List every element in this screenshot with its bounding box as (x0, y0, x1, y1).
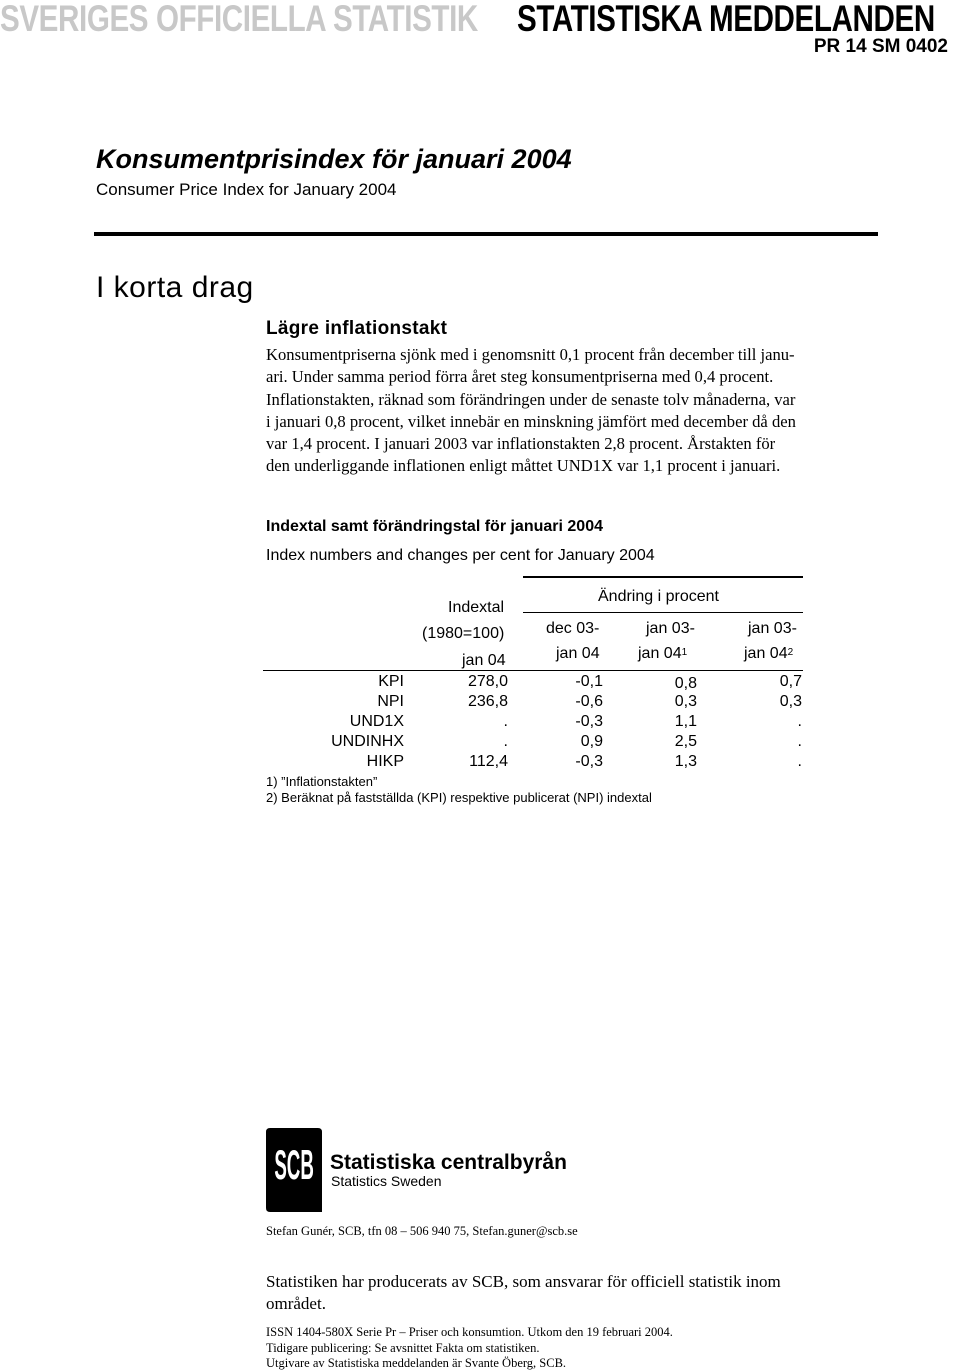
document-code: PR 14 SM 0402 (813, 36, 948, 57)
row-label: UND1X (349, 713, 404, 730)
meta-line: ISSN 1404-580X Serie Pr – Priser och konsumtion. Utkom den 19 februari 2004. (266, 1325, 673, 1339)
table-header-rule (263, 670, 803, 671)
summary-paragraph (266, 344, 876, 478)
row-change-jan: 1,3 (674, 753, 697, 770)
title-divider (94, 232, 878, 236)
header-change-group: Ändring i procent (598, 588, 719, 605)
row-label: HIKP (366, 753, 404, 770)
header-dec-jan-period: jan 04 (556, 645, 600, 662)
statement-line: Statistiken har producerats av SCB, som ansvarar för officiell statistik inom (266, 1272, 781, 1291)
row-change-jan: 0,8 (674, 675, 697, 692)
header-jan-jan-2: jan 03- (748, 620, 797, 637)
row-label: UNDINHX (331, 733, 404, 750)
contact-line: Stefan Gunér, SCB, tfn 08 – 506 940 75, Stefan.guner@scb.se (266, 1224, 578, 1238)
header-jan-jan-2-period (744, 644, 793, 664)
header-jan-jan-period-text: jan 04 (638, 645, 682, 662)
table-top-rule (523, 576, 803, 578)
row-change-jan-2: 0,7 (779, 673, 802, 690)
header-jan-jan: jan 03- (646, 620, 695, 637)
section-subheading: Lägre inflationstakt (266, 318, 448, 339)
table-footnote: 1) ”Inflationstakten” (266, 774, 378, 789)
row-index: 236,8 (467, 693, 508, 710)
publication-info (266, 1325, 673, 1372)
table-title: Indextal samt förändringstal för januari 2004 (266, 518, 603, 535)
meta-line: Utgivare av Statistiska meddelanden är Svante Öberg, SCB. (266, 1356, 567, 1370)
paragraph-line: i januari 0,8 procent, vilket innebär en minskning jämfört med december då den (266, 411, 796, 431)
row-index: 112,4 (469, 753, 508, 770)
page-subtitle: Consumer Price Index for January 2004 (96, 180, 397, 199)
header-indextal: Indextal (448, 599, 505, 616)
row-index: . (503, 733, 508, 750)
row-change-jan-2: . (797, 753, 802, 770)
header-jan-jan-period (638, 644, 687, 664)
paragraph-line: ari. Under samma period förra året steg konsumentpriserna med 0,4 procent. (266, 367, 774, 387)
scb-logo-icon (266, 1128, 322, 1212)
row-index: . (503, 713, 508, 730)
row-change-dec: -0,3 (575, 753, 603, 770)
logo-mark-text: SCB (274, 1141, 314, 1189)
publication-banner: STATISTISKA MEDDELANDEN (517, 0, 935, 39)
header-indextal-base: (1980=100) (422, 625, 505, 642)
paragraph-line: var 1,4 procent. I januari 2003 var inflationstakten 2,8 procent. Årstakten för (266, 434, 776, 454)
header-indextal-period: jan 04 (462, 652, 506, 669)
header-jan-jan-2-period-text: jan 04 (744, 645, 788, 662)
row-label: NPI (377, 693, 404, 710)
meta-line: Tidigare publicering: Se avsnittet Fakta om statistiken. (266, 1340, 540, 1355)
row-index: 278,0 (467, 673, 508, 690)
page-title: Konsumentprisindex för januari 2004 (96, 144, 572, 174)
row-change-dec: -0,1 (575, 673, 603, 690)
row-change-dec: -0,3 (575, 713, 603, 730)
row-change-dec: 0,9 (580, 733, 603, 750)
table-subtitle: Index numbers and changes per cent for January 2004 (266, 547, 655, 564)
responsibility-statement (266, 1271, 886, 1315)
row-change-jan: 0,3 (674, 693, 697, 710)
row-change-jan: 2,5 (674, 733, 697, 750)
row-change-dec: -0,6 (575, 693, 603, 710)
table-footnote: 2) Beräknat på fastställda (KPI) respektive publicerat (NPI) indextal (266, 790, 652, 805)
row-change-jan: 1,1 (674, 713, 697, 730)
row-change-jan-2: 0,3 (779, 693, 802, 710)
row-label: KPI (378, 673, 404, 690)
paragraph-line: Konsumentpriserna sjönk med i genomsnitt 0,1 procent från december till janu- (266, 345, 795, 364)
footnote-marker-2: 2 (787, 647, 794, 658)
change-group-rule (523, 612, 803, 613)
series-banner: SVERIGES OFFICIELLA STATISTIK (0, 0, 478, 39)
statement-line: området. (266, 1294, 326, 1313)
paragraph-line: den underliggande inflationen enligt måttet UND1X var 1,1 procent i januari. (266, 456, 781, 476)
agency-name-english: Statistics Sweden (331, 1173, 442, 1189)
paragraph-line: Inflationstakten, räknad som förändringen under de senaste tolv månaderna, var (266, 389, 796, 409)
agency-name: Statistiska centralbyrån (330, 1151, 567, 1174)
footnote-marker-1: 1 (681, 647, 688, 658)
row-change-jan-2: . (797, 713, 802, 730)
section-heading: I korta drag (96, 271, 254, 304)
header-dec-jan: dec 03- (546, 620, 600, 637)
row-change-jan-2: . (797, 733, 802, 750)
